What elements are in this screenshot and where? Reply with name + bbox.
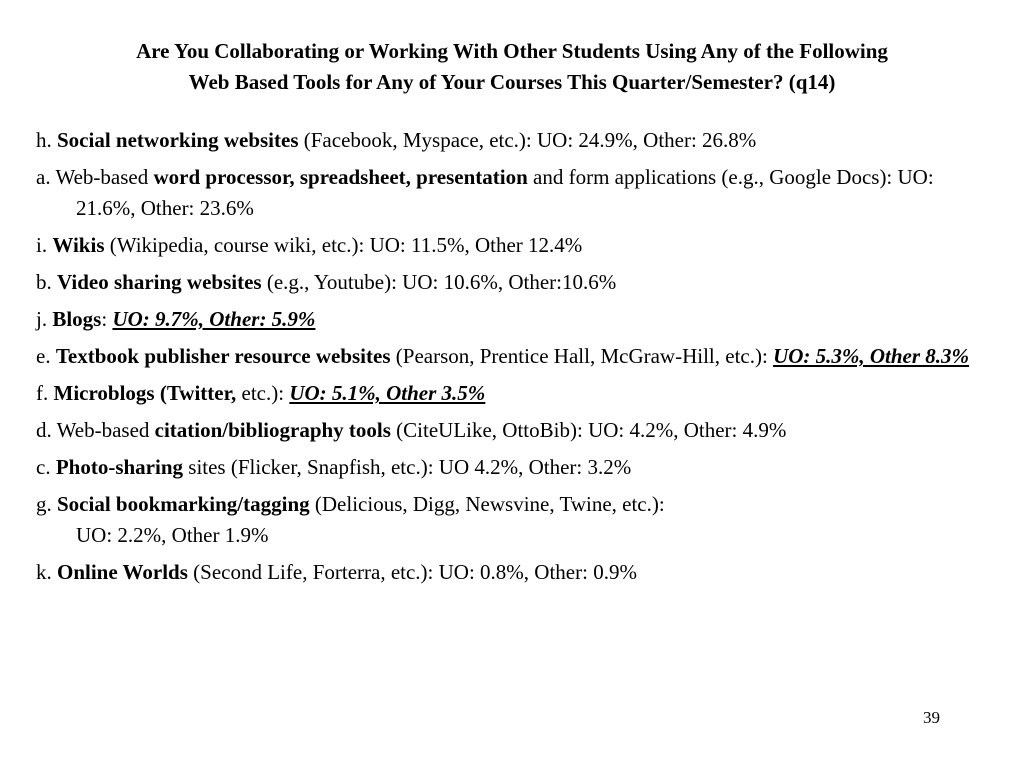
item-bold: Online Worlds <box>57 560 188 584</box>
item-rest: (Delicious, Digg, Newsvine, Twine, etc.): <box>309 492 665 516</box>
page-number: 39 <box>923 708 940 727</box>
list-item-f <box>36 378 996 409</box>
item-bold: Microblogs (Twitter, <box>53 381 237 405</box>
list-item-k <box>36 557 996 588</box>
item-prefix: h. <box>36 128 57 152</box>
item-rest: (CiteULike, OttoBib): UO: 4.2%, Other: 4.9% <box>390 418 787 442</box>
item-bold: Photo-sharing <box>55 455 184 479</box>
list-item-d <box>36 415 996 446</box>
item-bold: Wikis <box>52 233 105 257</box>
item-rest: (Second Life, Forterra, etc.): UO: 0.8%, Other: 0.9% <box>187 560 637 584</box>
item-bold: Blogs <box>52 307 102 331</box>
item-highlight: UO: 5.3%, Other 8.3% <box>773 344 970 368</box>
item-rest: (Wikipedia, course wiki, etc.): UO: 11.5%, Other 12.4% <box>104 233 583 257</box>
title-line-1: Are You Collaborating or Working With Other Students Using Any of the Following <box>136 39 888 63</box>
item-prefix: d. Web-based <box>36 418 155 442</box>
list-item-i <box>36 230 996 261</box>
list-item-j <box>36 304 996 335</box>
tool-usage-list <box>36 125 996 594</box>
item-prefix: i. <box>36 233 53 257</box>
item-prefix: e. <box>36 344 56 368</box>
item-bold: word processor, spreadsheet, presentation <box>153 165 528 189</box>
item-rest: (Facebook, Myspace, etc.): UO: 24.9%, Other: 26.8% <box>298 128 757 152</box>
item-rest: (e.g., Youtube): UO: 10.6%, Other:10.6% <box>261 270 617 294</box>
list-item-h <box>36 125 996 156</box>
item-rest-line-2: UO: 2.2%, Other 1.9% <box>76 523 269 547</box>
item-rest: etc.): <box>236 381 290 405</box>
item-prefix: a. Web-based <box>36 165 154 189</box>
item-rest: : <box>101 307 113 331</box>
item-rest: and form applications (e.g., Google Docs): UO: 21.6%, Other: 23.6% <box>76 165 934 220</box>
item-bold: Social bookmarking/tagging <box>57 492 310 516</box>
item-rest: (Pearson, Prentice Hall, McGraw-Hill, etc.): <box>390 344 774 368</box>
list-item-a <box>36 162 996 224</box>
item-bold: citation/bibliography tools <box>154 418 391 442</box>
item-prefix: f. <box>36 381 54 405</box>
list-item-b <box>36 267 996 298</box>
item-prefix: g. <box>36 492 57 516</box>
item-prefix: j. <box>36 307 53 331</box>
item-prefix: k. <box>36 560 57 584</box>
list-item-g <box>36 489 996 551</box>
item-rest: sites (Flicker, Snapfish, etc.): UO 4.2%, Other: 3.2% <box>183 455 632 479</box>
item-highlight: UO: 9.7%, Other: 5.9% <box>112 307 316 331</box>
item-prefix: b. <box>36 270 57 294</box>
item-prefix: c. <box>36 455 56 479</box>
list-item-e <box>36 341 996 372</box>
title-line-2: Web Based Tools for Any of Your Courses This Quarter/Semester? (q14) <box>188 70 836 94</box>
item-bold: Video sharing websites <box>57 270 262 294</box>
item-bold: Social networking websites <box>57 128 299 152</box>
list-item-c <box>36 452 996 483</box>
slide-title <box>30 36 994 98</box>
item-highlight: UO: 5.1%, Other 3.5% <box>289 381 486 405</box>
item-bold: Textbook publisher resource websites <box>55 344 391 368</box>
